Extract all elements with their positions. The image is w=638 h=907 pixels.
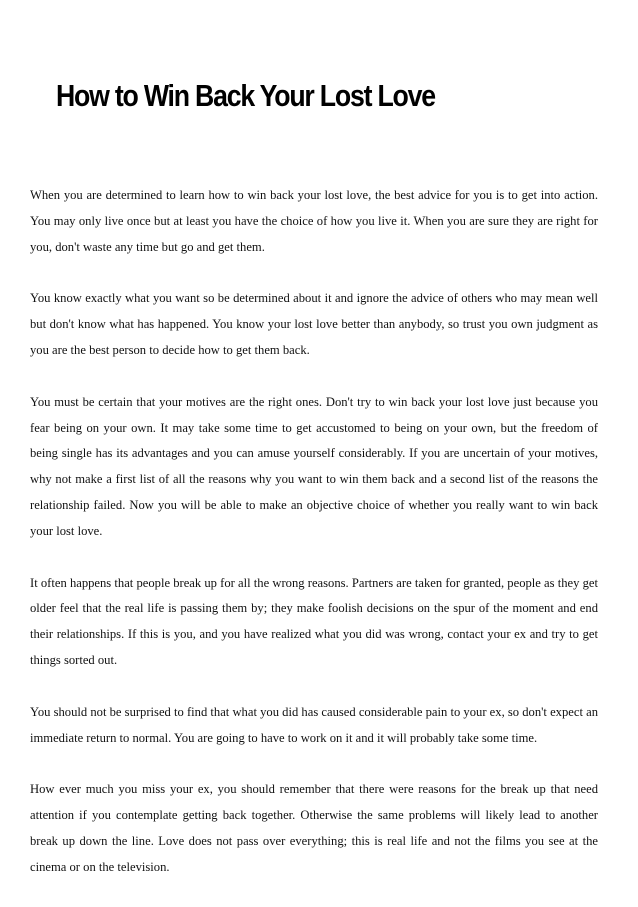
- paragraph-2: You know exactly what you want so be determined about it and ignore the advice of others who may mean well but don't know what has happened. You know your lost love better than anybody, so trust you own judgment as you are the best person to decide how to get them back.: [30, 291, 598, 357]
- page-title: How to Win Back Your Lost Love: [56, 78, 435, 113]
- paragraph-1: When you are determined to learn how to win back your lost love, the best advice for you is to get into action. You may only live once but at least you have the choice of how you live it. When you are sure they are right for you, don't waste any time but go and get them.: [30, 188, 598, 254]
- paragraph-6: How ever much you miss your ex, you should remember that there were reasons for the break up that need attention if you contemplate getting back together. Otherwise the same problems will likely lead to another break up down the line. Love does not pass over everything; this is real life and not the films you see at the cinema or on the television.: [30, 782, 598, 874]
- paragraph-4: It often happens that people break up for all the wrong reasons. Partners are taken for granted, people as they get older feel that the real life is passing them by; they make foolish decisions on the spur of the moment and end their relationships. If this is you, and you have realized what you did was wrong, contact your ex and try to get things sorted out.: [30, 575, 598, 667]
- paragraph-5: You should not be surprised to find that what you did has caused considerable pain to your ex, so don't expect an immediate return to normal. You are going to have to work on it and it will probably take some time.: [30, 704, 598, 745]
- article-body: [30, 183, 598, 907]
- paragraph-3: You must be certain that your motives are the right ones. Don't try to win back your lost love just because you fear being on your own. It may take some time to get accustomed to being on your own, but the freedom of being single has its advantages and you can amuse yourself considerably. If you are uncertain of your motives, why not make a first list of all the reasons why you want to win them back and a second list of the reasons the relationship failed. Now you will be able to make an objective choice of whether you really want to win back your lost love.: [30, 394, 598, 538]
